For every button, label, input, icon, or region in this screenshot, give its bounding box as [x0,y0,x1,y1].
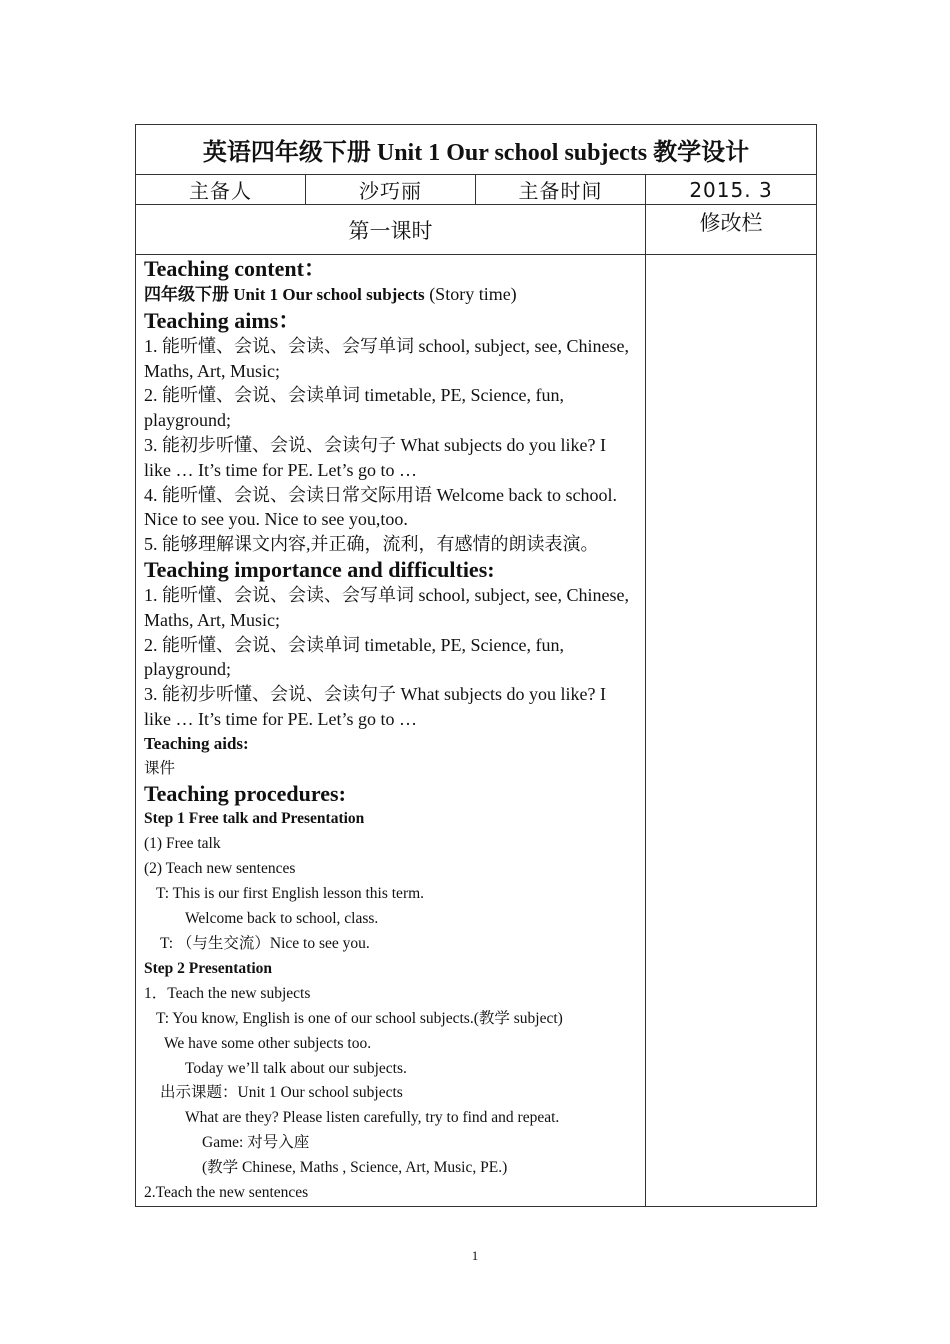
step2-line: 2.Teach the new sentences [144,1184,309,1202]
importance-line: 2. 能听懂、会说、会读单词 timetable, PE, Science, fun, [144,634,564,655]
importance-line: 1. 能听懂、会说、会读、会写单词 school, subject, see, Chinese, [144,584,629,605]
step2-heading: Step 2 Presentation [144,959,273,977]
aims-line: like … It’s time for PE. Let’s go to … [144,459,417,480]
step2-line: 出示课题：Unit 1 Our school subjects [160,1084,403,1102]
importance-heading: Teaching importance and difficulties: [144,556,495,582]
step2-line: Game: 对号入座 [202,1134,310,1152]
step2-line: 1．Teach the new subjects [144,984,311,1002]
preparer-label: 主备人 [136,175,306,205]
aims-heading: Teaching aims： [144,307,301,333]
aims-line: playground; [144,410,231,431]
step1-line: (1) Free talk [144,835,221,853]
importance-line: like … It’s time for PE. Let’s go to … [144,708,417,729]
procedures-heading: Teaching procedures: [144,781,346,807]
aims-line: 3. 能初步听懂、会说、会读句子 What subjects do you like? I [144,434,606,455]
aims-line: Nice to see you. Nice to see you,too. [144,509,408,530]
step1-line: T: This is our first English lesson this term. [156,885,425,903]
step1-line: T: （与生交流）Nice to see you. [160,934,370,952]
teaching-content-heading: Teaching content： [144,256,326,281]
date-value: 2015. 3 [646,175,817,205]
teaching-content-bold: 四年级下册 Unit 1 Our school subjects [144,285,425,304]
importance-line: playground; [144,659,231,680]
teaching-content-line [144,282,638,308]
lesson-content [136,255,646,1207]
aims-line: Maths, Art, Music; [144,360,281,381]
step1-heading: Step 1 Free talk and Presentation [144,810,365,828]
revision-label: 修改栏 [646,205,817,255]
lesson-label: 第一课时 [136,205,646,255]
aims-line: 2. 能听懂、会说、会读单词 timetable, PE, Science, fun, [144,385,564,406]
step2-line: We have some other subjects too. [164,1034,372,1052]
document-title: 英语四年级下册 Unit 1 Our school subjects 教学设计 [136,125,817,175]
step2-line: Today we’ll talk about our subjects. [185,1059,407,1077]
teaching-content-rest: (Story time) [424,284,517,304]
aims-line: 1. 能听懂、会说、会读、会写单词 school, subject, see, Chinese, [144,335,629,356]
step2-line: (教学 Chinese, Maths , Science, Art, Music, PE.) [202,1159,508,1177]
step2-line: T: You know, English is one of our school subjects.(教学 subject) [156,1009,563,1027]
preparer-name: 沙巧丽 [306,175,476,205]
meta-row [136,175,817,205]
importance-line: Maths, Art, Music; [144,609,281,630]
page-number: 1 [471,1248,479,1263]
aids-heading: Teaching aids: [144,733,249,753]
aims-line: 5. 能够理解课文内容,并正确，流利，有感情的朗读表演。 [144,534,599,555]
step1-line: (2) Teach new sentences [144,860,296,878]
revision-column [646,255,817,1207]
aids-value: 课件 [144,759,176,777]
step2-line: What are they? Please listen carefully, try to find and repeat. [185,1109,560,1127]
date-label: 主备时间 [476,175,646,205]
step1-line: Welcome back to school, class. [185,910,379,928]
importance-line: 3. 能初步听懂、会说、会读句子 What subjects do you like? I [144,684,606,705]
lesson-plan-table [135,124,817,1207]
aims-line: 4. 能听懂、会说、会读日常交际用语 Welcome back to school. [144,484,617,505]
